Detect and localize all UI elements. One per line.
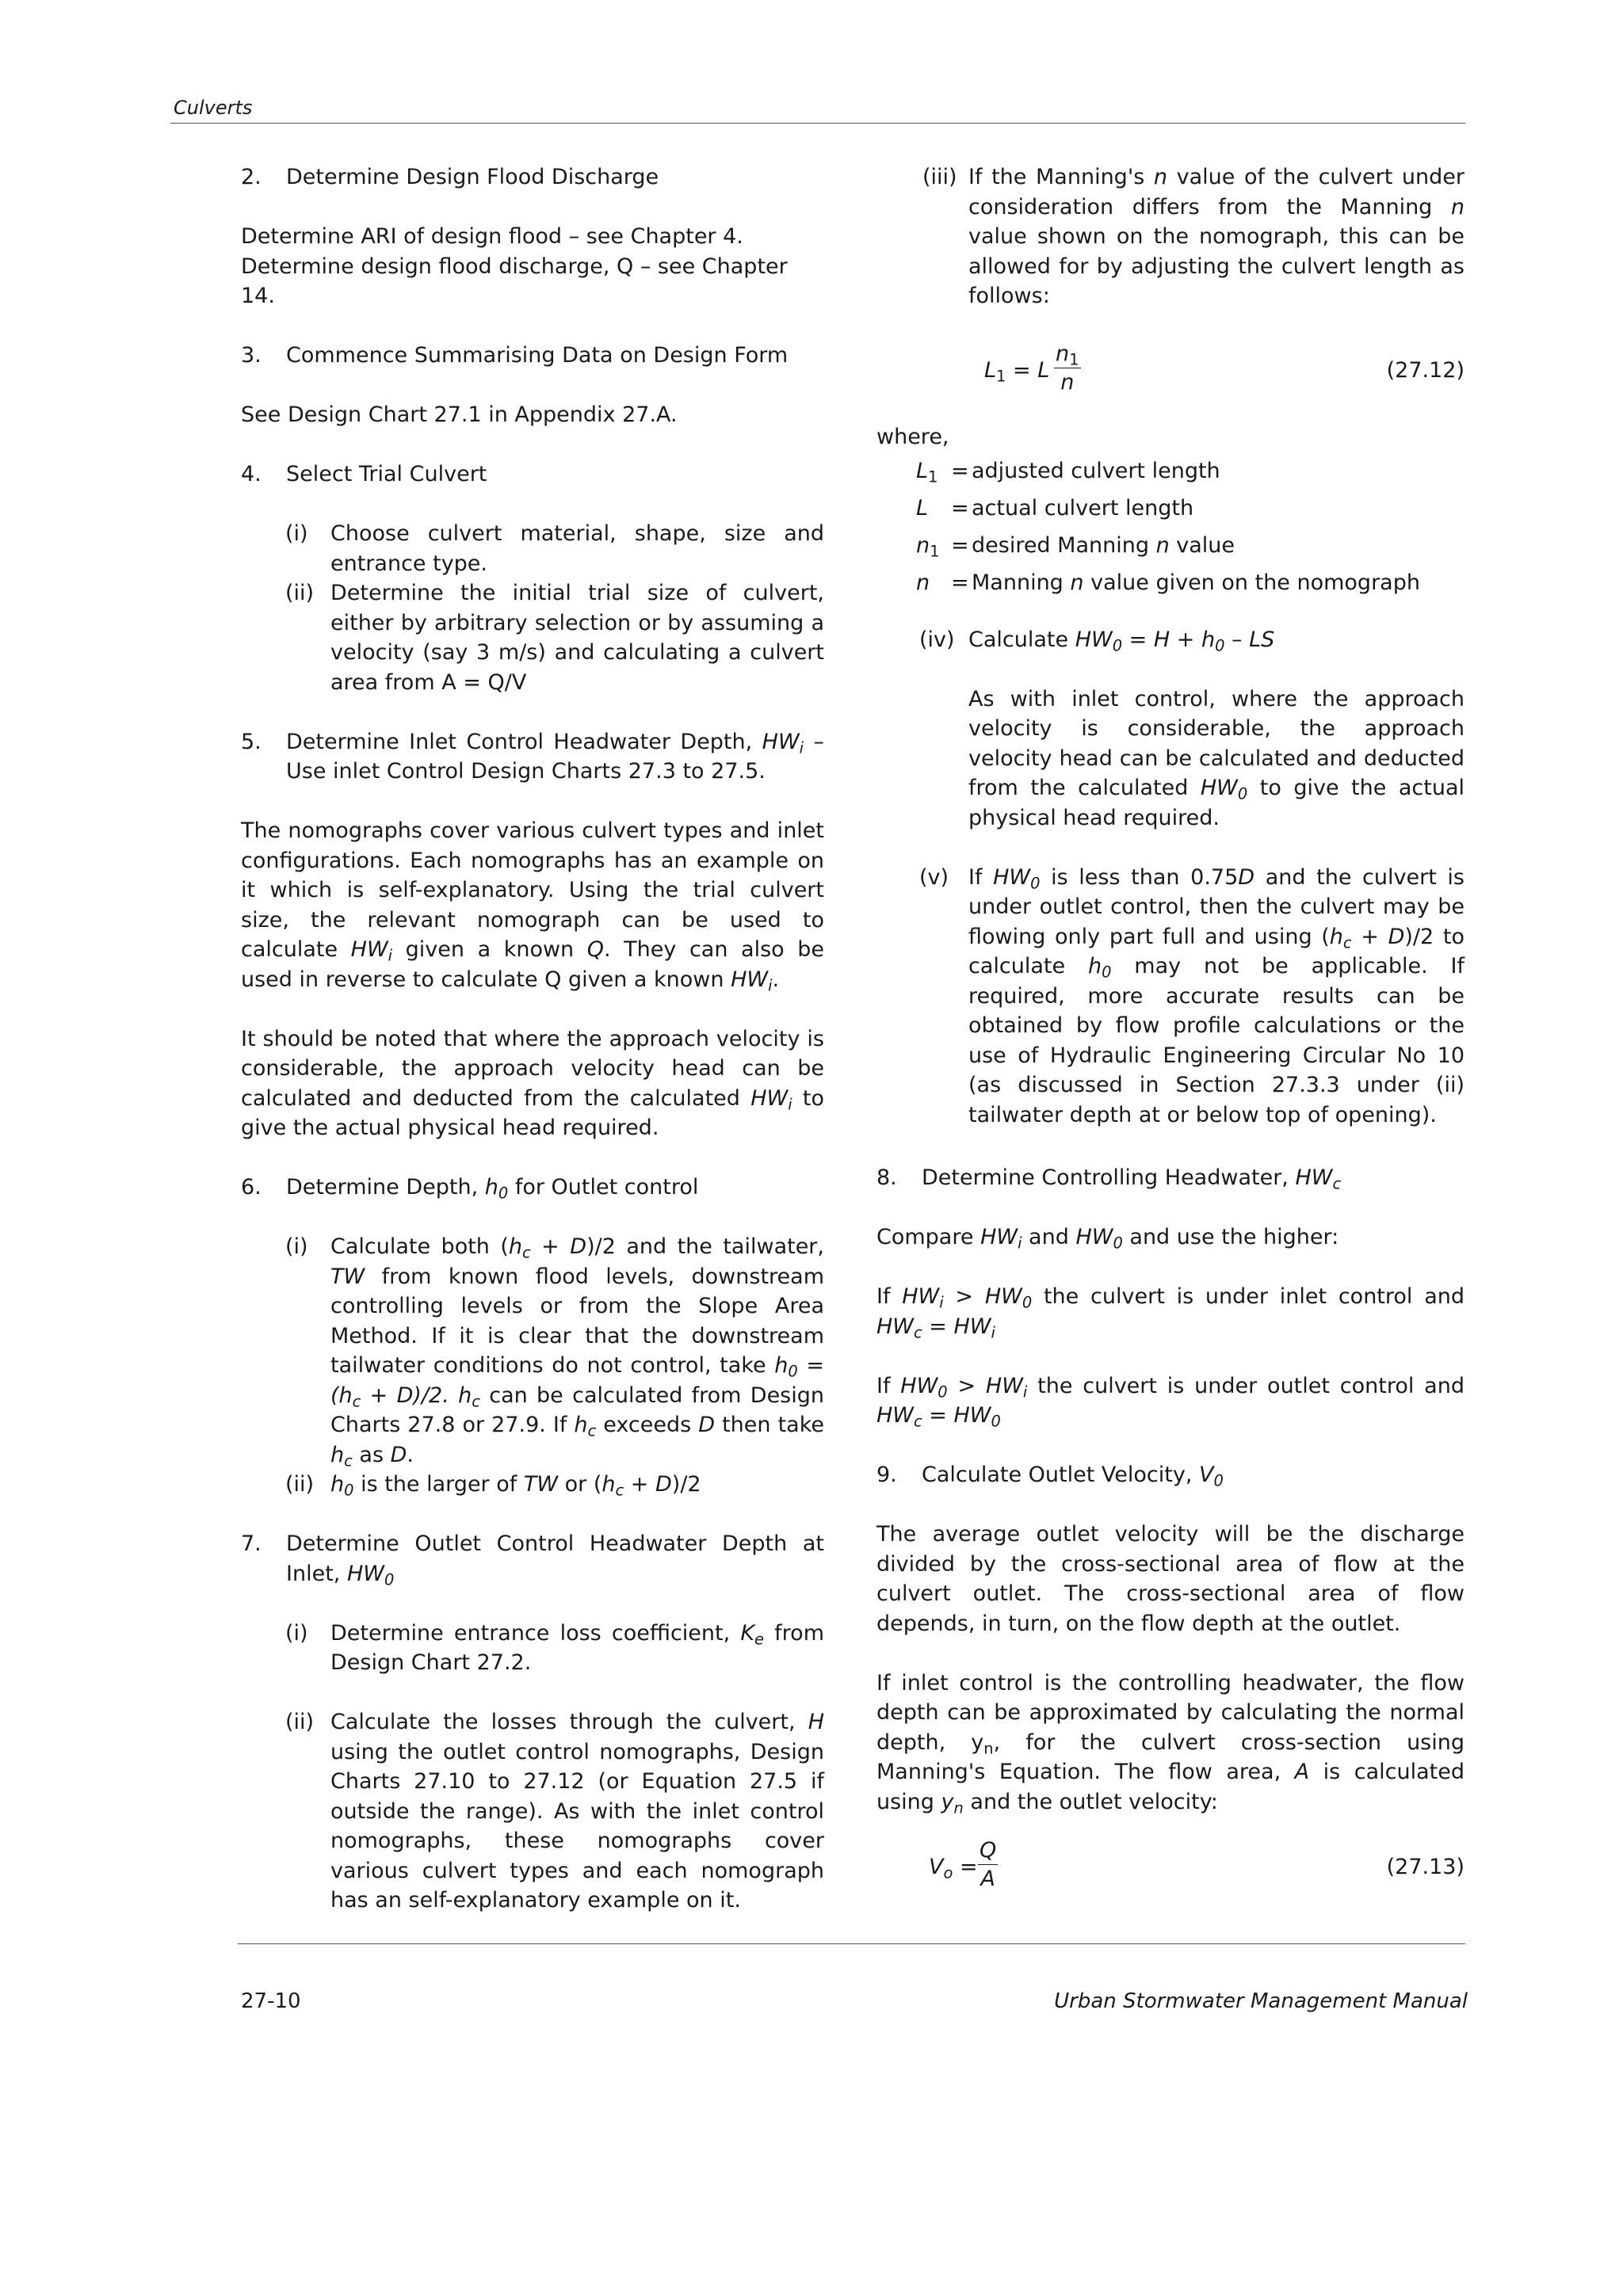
left-column bbox=[241, 162, 824, 1916]
step-7-item-v: (v) If $HW_0$ is less than 0.75D and the culvert is under outlet control, then the culvert may be flowing only part full and using $(h_c + D)/2$ to calculate $h_0$ may not be applicable. If required, more accurate results can be obtained by flow profile calculations or the use of Hydraulic Engineering Circular No 10 (as discussed in Section 27.3.3 under (ii) tailwater depth at or below top of opening). bbox=[919, 864, 1465, 1127]
equation-27-13-lhs: $V_o$ = bbox=[929, 1855, 978, 1882]
step-6-item-ii: (ii) $h_0$ is the larger of TW or $(h_c + D)/2$ bbox=[285, 1472, 701, 1500]
step-9-paragraph-2: If inlet control is the controlling headwater, the flow depth can be approximated by calculating the normal depth, $y_n$, for the culvert cross-section using Manning's Equation. The flow area, A is calculated using $y_n$ and the outlet velocity: bbox=[876, 1670, 1465, 1817]
step-6-heading: 6. Determine Depth, $h_0$ for Outlet control bbox=[241, 1175, 699, 1203]
step-8-compare: Compare $HW_i$ and $HW_0$ and use the higher: bbox=[876, 1225, 1339, 1253]
manual-title: Urban Stormwater Management Manual bbox=[1054, 1989, 1468, 2013]
equation-27-12 bbox=[876, 341, 1465, 400]
step-3-text: See Design Chart 27.1 in Appendix 27.A. bbox=[241, 402, 678, 427]
step-3-heading: 3. Commence Summarising Data on Design Form bbox=[241, 343, 789, 368]
page-number: 27-10 bbox=[241, 1989, 301, 2013]
step-5-paragraph-2: It should be noted that where the approach velocity is considerable, the approach velocity head can be calculated and deducted from the calculated $HW_i$ to give the actual physical head required. bbox=[241, 1026, 824, 1140]
equation-27-12-fraction: $\frac{n_1}{n}$ bbox=[1056, 341, 1079, 395]
step-8-heading: 8. Determine Controlling Headwater, $HW_c$ bbox=[876, 1165, 1342, 1193]
step-7-item-ii: (ii) Calculate the losses through the culvert, H using the outlet control nomographs, Design Charts 27.10 to 27.12 (or Equation 27.5 if outside the range). As with the inlet control nomographs, these nomographs cover various culvert types and each nomograph has an self-explanatory example on it. bbox=[285, 1710, 824, 1913]
footer-rule bbox=[238, 1943, 1465, 1944]
step-5-paragraph-1: The nomographs cover various culvert types and inlet configurations. Each nomographs has an example on it which is self-explanatory. Using the trial culvert size, the relevant nomograph can be used to calculate $HW_i$ given a known Q. They can also be used in reverse to calculate Q given a known $HW_i$. bbox=[241, 818, 824, 994]
equation-27-13 bbox=[876, 1837, 1465, 1897]
variable-definitions bbox=[876, 452, 1465, 601]
step-4-item-i: (i) Choose culvert material, shape, size and entrance type. bbox=[285, 521, 824, 576]
step-7-heading: 7. Determine Outlet Control Headwater Depth at Inlet, $HW_0$ bbox=[241, 1531, 824, 1589]
step-2-ari: Determine ARI of design flood – see Chapter 4. bbox=[241, 224, 743, 249]
definition-l1: $L_1$ = adjusted culvert length bbox=[916, 458, 1220, 486]
step-4-heading: 4. Select Trial Culvert bbox=[241, 462, 487, 486]
step-9-heading: 9. Calculate Outlet Velocity, $V_0$ bbox=[876, 1463, 1224, 1490]
equation-27-12-lhs: $L_1 = L$ bbox=[984, 358, 1050, 386]
equation-27-12-number: (27.12) bbox=[1386, 358, 1465, 383]
step-9-paragraph-1: The average outlet velocity will be the discharge divided by the cross-sectional area of flow at the culvert outlet. The cross-sectional area of flow depends, in turn, on the flow depth at the outlet. bbox=[876, 1522, 1465, 1636]
equation-27-13-fraction: $\frac{Q}{A}$ bbox=[980, 1838, 997, 1891]
header-rule bbox=[170, 123, 1465, 124]
step-8-outlet-case: If $HW_0 > HW_i$ the culvert is under outlet control and $HW_c = HW_0$ bbox=[876, 1373, 1465, 1431]
step-7-item-iv: (iv) Calculate $HW_0 = H + h_0$ – LS bbox=[919, 627, 1275, 654]
where-label: where, bbox=[876, 425, 949, 449]
step-7-item-iv-paragraph: As with inlet control, where the approach velocity is considerable, the approach velocity head can be calculated and deducted from the calculated $HW_0$ to give the actual physical head required. bbox=[968, 686, 1465, 830]
step-2-heading: 2. Determine Design Flood Discharge bbox=[241, 165, 659, 189]
step-7-item-iii: (iii) If the Manning's n value of the culvert under consideration differs from the Manning n value shown on the nomograph, this can be allowed for by adjusting the culvert length as follows: bbox=[922, 165, 1465, 308]
step-8-inlet-case: If $HW_i > HW_0$ the culvert is under inlet control and $HW_c = HW_i$ bbox=[876, 1284, 1465, 1341]
step-6-item-i: (i) Calculate both $(h_c + D)/2$ and the tailwater, TW from known flood levels, downstream controlling levels or from the Slope Area Method. If it is clear that the downstream tailwater conditions do not control, take $h_0 = (h_c + D)/2$. $h_c$ can be calculated from Design Charts 27.8 or 27.9. If $h_c$ exceeds D then take $h_c$ as D. bbox=[285, 1234, 824, 1470]
definition-n: n = Manning n value given on the nomograph bbox=[916, 570, 1420, 595]
right-column bbox=[876, 162, 1465, 1897]
definition-n1: $n_1$ = desired Manning n value bbox=[916, 532, 1235, 560]
equation-27-13-number: (27.13) bbox=[1386, 1855, 1465, 1879]
definition-l: L = actual culvert length bbox=[916, 495, 1194, 521]
step-5-heading: 5. Determine Inlet Control Headwater Depth, $HW_i$ – Use inlet Control Design Charts 27.3 to 27.5. bbox=[241, 729, 824, 784]
step-4-item-ii: (ii) Determine the initial trial size of culvert, either by arbitrary selection or by assuming a velocity (say 3 m/s) and calculating a culvert area from A = Q/V bbox=[285, 581, 824, 695]
step-7-item-i: (i) Determine entrance loss coefficient, $K_e$ from Design Chart 27.2. bbox=[285, 1620, 824, 1675]
running-header: Culverts bbox=[174, 97, 253, 119]
step-2-discharge: Determine design flood discharge, Q – see Chapter 14. bbox=[241, 254, 788, 308]
